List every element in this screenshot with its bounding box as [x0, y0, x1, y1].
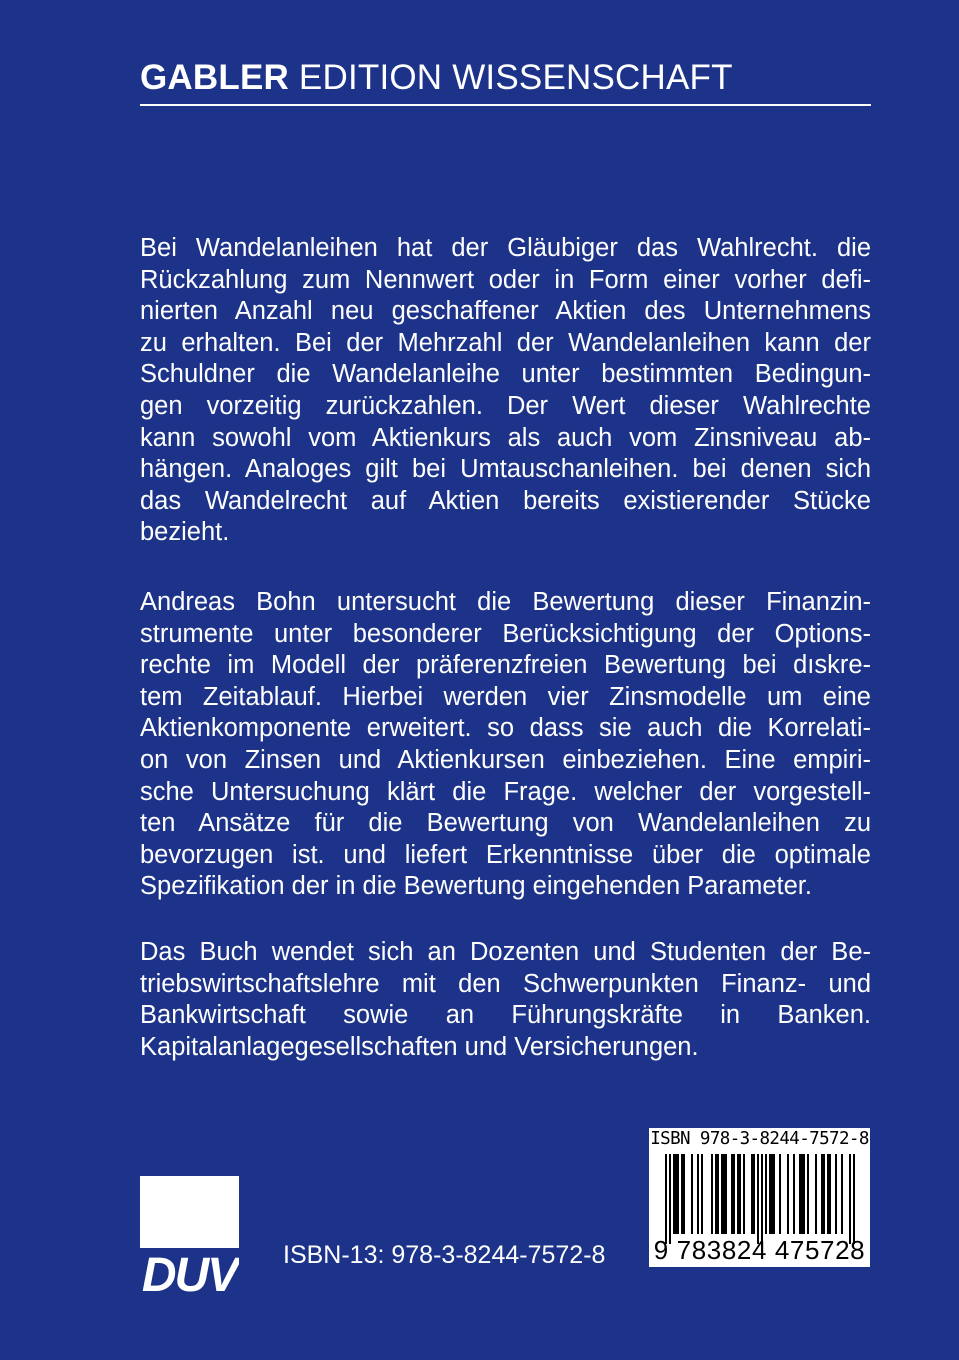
barcode-bar: [677, 1154, 679, 1234]
blurb-line: gen vorzeitig zurückzahlen. Der Wert dieser Wahlrechte: [140, 391, 871, 420]
blurb-line: sche Untersuchung klärt die Frage. welcher der vorgestell-: [140, 777, 871, 806]
isbn-barcode: [649, 1128, 870, 1267]
barcode-bar: [849, 1154, 851, 1244]
barcode-bar: [673, 1154, 675, 1234]
barcode-bar: [731, 1154, 733, 1234]
barcode-bar: [815, 1154, 817, 1234]
barcode-bar: [683, 1154, 685, 1234]
series-title: [140, 58, 733, 98]
blurb-line: Andreas Bohn untersucht die Bewertung dieser Finanzin-: [140, 588, 871, 616]
isbn13-label: ISBN-13: 978-3-8244-7572-8: [283, 1241, 606, 1269]
barcode-bar: [697, 1154, 699, 1234]
barcode-bar: [711, 1154, 713, 1234]
blurb-line: Kapitalanlagegesellschaften und Versicherungen.: [140, 1032, 699, 1061]
blurb-line: strumente unter besonderer Berücksichtigung der Options-: [140, 619, 871, 648]
barcode-bar: [751, 1154, 753, 1234]
barcode-bar: [701, 1154, 703, 1234]
barcode-bar: [779, 1154, 781, 1234]
blurb-line: Aktienkomponente erweitert. so dass sie auch die Korrelati-: [140, 714, 871, 743]
barcode-bar: [737, 1154, 739, 1234]
barcode-isbn-text: ISBN 978-3-8244-7572-8: [650, 1129, 869, 1149]
barcode-digits: 9 783824 475728: [653, 1235, 866, 1265]
blurb-line: bezieht.: [140, 518, 230, 547]
blurb-line: Rückzahlung zum Nennwert oder in Form einer vorher defi-: [140, 265, 871, 294]
barcode-bar: [801, 1154, 803, 1234]
blurb-paragraph-2: [140, 587, 871, 903]
blurb-line: das Wandelrecht auf Aktien bereits existierender Stücke: [140, 486, 871, 515]
blurb-line: nierten Anzahl neu geschaffener Aktien des Unternehmens: [140, 297, 871, 326]
blurb-line: triebswirtschaftslehre mit den Schwerpunkten Finanz- und: [140, 969, 871, 998]
blurb-line: zu erhalten. Bei der Mehrzahl der Wandelanleihen kann der: [140, 328, 871, 357]
barcode-bar: [757, 1154, 759, 1244]
series-brand: GABLER: [140, 58, 289, 97]
blurb-line: ten Ansätze für die Bewertung von Wandelanleihen zu: [140, 809, 871, 838]
barcode-bar: [715, 1154, 717, 1234]
barcode-bar: [723, 1154, 725, 1234]
barcode-bar: [717, 1154, 719, 1234]
barcode-bar: [829, 1154, 831, 1234]
barcode-bar: [771, 1154, 773, 1234]
barcode-bar: [803, 1154, 805, 1234]
blurb-line: Bankwirtschaft sowie an Führungskräfte in Banken.: [140, 1001, 871, 1030]
barcode-bar: [765, 1154, 767, 1234]
barcode-bar: [787, 1154, 789, 1234]
series-divider: [140, 104, 871, 106]
barcode-bar: [823, 1154, 825, 1234]
blurb-line: Bei Wandelanleihen hat der Gläubiger das Wahlrecht. die: [140, 234, 871, 262]
blurb-line: bevorzugen ist. und liefert Erkenntnisse über die optimale: [140, 840, 871, 869]
blurb-line: Spezifikation der in die Bewertung eingehenden Parameter.: [140, 872, 812, 901]
blurb-paragraph-1: [140, 233, 871, 549]
barcode-bar: [721, 1154, 723, 1234]
barcode-bar: [853, 1154, 855, 1244]
barcode-bar: [769, 1154, 771, 1234]
barcode-bar: [807, 1154, 809, 1234]
barcode-bar: [761, 1154, 763, 1244]
barcode-bar: [691, 1154, 693, 1234]
barcode-bar: [835, 1154, 837, 1234]
barcode-bar: [753, 1154, 755, 1234]
barcode-bar: [841, 1154, 843, 1234]
barcode-bar: [725, 1154, 727, 1234]
blurb-line: tem Zeitablauf. Hierbei werden vier Zinsmodelle um eine: [140, 682, 871, 711]
barcode-bar: [827, 1154, 829, 1234]
barcode-bar: [675, 1154, 677, 1234]
barcode-bar: [739, 1154, 741, 1234]
barcode-bar: [799, 1154, 801, 1234]
blurb-line: kann sowohl vom Aktienkurs als auch vom Zinsniveau ab-: [140, 423, 871, 452]
barcode-bar: [665, 1154, 667, 1244]
barcode-bar: [773, 1154, 775, 1234]
duv-logo: [140, 1176, 239, 1295]
barcode-bar: [821, 1154, 823, 1234]
series-name: EDITION WISSENSCHAFT: [298, 58, 733, 97]
blurb-line: hängen. Analoges gilt bei Umtauschanleihen. bei denen sich: [140, 455, 871, 484]
barcode-bar: [743, 1154, 745, 1234]
blurb-line: on von Zinsen und Aktienkursen einbeziehen. Eine empiri-: [140, 745, 871, 774]
blurb-line: Schuldner die Wandelanleihe unter bestimmten Bedingun-: [140, 360, 871, 389]
duv-logo-text: DUV: [141, 1249, 238, 1295]
blurb-paragraph-3: [140, 937, 871, 1063]
barcode-bar: [669, 1154, 671, 1244]
barcode-bar: [681, 1154, 683, 1234]
barcode-bar: [733, 1154, 735, 1234]
blurb-line: Das Buch wendet sich an Dozenten und Studenten der Be-: [140, 938, 871, 966]
barcode-bar: [793, 1154, 795, 1234]
blurb-line: rechte im Modell der präferenzfreien Bewertung bei dıskre-: [140, 651, 871, 680]
